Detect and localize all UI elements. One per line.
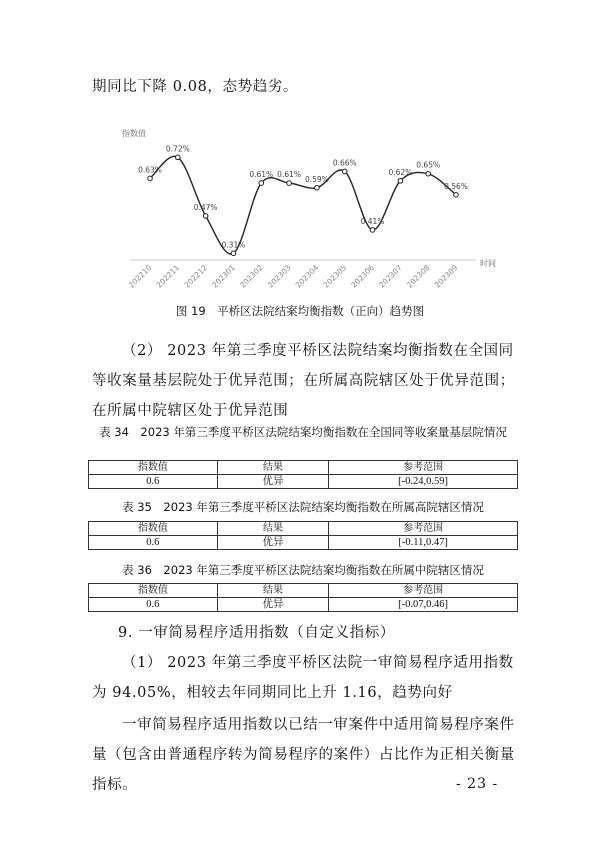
- x-tick-label: 202210: [126, 263, 154, 290]
- trend-line-chart: [100, 118, 510, 298]
- data-labels: [138, 144, 468, 249]
- header-reference-range: 参考范围: [329, 584, 518, 598]
- x-tick-label: 202211: [154, 263, 182, 290]
- cell-reference-range: [-0.24,0.59]: [329, 475, 518, 489]
- cell-result: 优异: [217, 598, 329, 612]
- cell-index-value: 0.6: [89, 598, 218, 612]
- cell-reference-range: [-0.07,0.46]: [329, 598, 518, 612]
- x-tick-label: 202307: [377, 263, 404, 290]
- data-point: [454, 193, 459, 198]
- figure-caption: 图 19 平桥区法院结案均衡指数（正向）趋势图: [175, 304, 425, 318]
- cell-result: 优异: [217, 536, 329, 550]
- paragraph-2: （2） 2023 年第三季度平桥区法院结案均衡指数在全国同等收案量基层院处于优异范围；在所属高院辖区处于优异范围；在所属中院辖区处于优异范围: [92, 343, 515, 419]
- data-point: [398, 178, 403, 183]
- data-point: [176, 155, 181, 160]
- table-header-row: [89, 584, 518, 598]
- data-point: [370, 228, 375, 233]
- data-point: [315, 185, 320, 190]
- cell-result: 优异: [217, 475, 329, 489]
- data-label: 0.56%: [444, 181, 468, 191]
- data-label: 0.59%: [304, 174, 329, 184]
- table-row: [89, 598, 518, 612]
- table-34-caption: 表 34 2023 年第三季度平桥区法院结案均衡指数在全国同等收案量基层院情况: [99, 425, 507, 439]
- data-label: 0.62%: [388, 167, 413, 177]
- data-label: 0.31%: [221, 240, 246, 250]
- header-index-value: 指数值: [89, 461, 218, 475]
- header-index-value: 指数值: [89, 584, 218, 598]
- data-point: [259, 181, 264, 186]
- table-header-row: [89, 522, 518, 536]
- x-tick-label: 202305: [321, 263, 349, 290]
- data-point: [426, 171, 431, 176]
- table-header-row: [89, 461, 518, 475]
- data-point: [231, 251, 236, 256]
- cell-index-value: 0.6: [89, 475, 218, 489]
- x-tick-label: 202308: [404, 263, 432, 290]
- page-number: - 23 -: [456, 776, 499, 792]
- data-label: 0.65%: [416, 160, 441, 170]
- header-result: 结果: [217, 584, 329, 598]
- x-tick-label: 202309: [432, 263, 460, 290]
- data-label: 0.63%: [138, 165, 162, 175]
- cell-index-value: 0.6: [89, 536, 218, 550]
- table-row: [89, 475, 518, 489]
- section-9-heading: 9. 一审简易程序适用指数（自定义指标）: [118, 625, 395, 641]
- paragraph-9-2: 一审简易程序适用指数以已结一审案件中适用简易程序案件量（包含由普通程序转为简易程序的案件）占比作为正相关衡量指标。: [92, 717, 515, 793]
- paragraph-9-1: （1） 2023 年第三季度平桥区法院一审简易程序适用指数为 94.05%，相较去年同期同比上升 1.16，趋势向好: [92, 655, 514, 701]
- data-point: [148, 176, 153, 181]
- x-axis-label: 时间: [480, 259, 496, 268]
- data-label: 0.72%: [165, 144, 190, 154]
- y-axis-label: 指数值: [122, 129, 146, 138]
- table-row: [89, 536, 518, 550]
- table-36: [88, 583, 518, 612]
- x-tick-labels: [127, 263, 460, 290]
- data-point: [203, 214, 208, 219]
- data-label: 0.61%: [249, 170, 274, 180]
- x-tick-label: 202304: [293, 263, 321, 290]
- header-result: 结果: [217, 461, 329, 475]
- header-reference-range: 参考范围: [329, 522, 518, 536]
- data-point: [287, 181, 292, 186]
- cell-reference-range: [-0.11,0.47]: [329, 536, 518, 550]
- data-label: 0.66%: [332, 158, 357, 168]
- x-tick-label: 202303: [265, 263, 293, 290]
- header-reference-range: 参考范围: [329, 461, 518, 475]
- x-tick-label: 202302: [238, 263, 265, 290]
- table-35: [88, 521, 518, 550]
- x-tick-label: 202301: [210, 263, 237, 290]
- table-36-caption: 表 36 2023 年第三季度平桥区法院结案均衡指数在所属中院辖区情况: [122, 563, 484, 577]
- data-point: [342, 169, 347, 174]
- x-tick-label: 202212: [182, 263, 210, 290]
- header-result: 结果: [217, 522, 329, 536]
- x-tick-label: 202306: [349, 263, 376, 290]
- data-label: 0.41%: [360, 216, 385, 226]
- table-34: [88, 460, 518, 489]
- table-35-caption: 表 35 2023 年第三季度平桥区法院结案均衡指数在所属高院辖区情况: [122, 500, 484, 514]
- header-index-value: 指数值: [89, 522, 218, 536]
- data-label: 0.61%: [277, 170, 302, 180]
- intro-paragraph: 期同比下降 0.08，态势趋劣。: [92, 79, 298, 95]
- data-label: 0.47%: [193, 202, 218, 212]
